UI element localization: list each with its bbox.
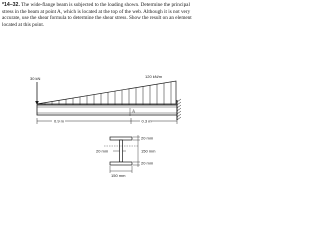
wide-flange-cross-section [104,137,138,165]
fixed-support [177,99,181,120]
distributed-load [37,81,176,105]
problem-number: *14–32. [2,2,20,8]
beam-figure [0,0,204,185]
distributed-load-label: 120 kN/m [145,74,163,79]
point-a-label: A [132,108,135,114]
web-thickness-label: 20 mm [96,148,109,154]
problem-text: The wide-flange beam is subjected to the loading shown. Determine the principal stress in the beam at point A, which is located at the top of the web. Although it is not very accurate, use the shear formula to determine the shear stress. Show the result on an element located at this point. [2,2,192,28]
point-load-arrow [35,82,39,105]
flange-bottom-label: 20 mm [141,160,154,166]
flange-width-label: 150 mm [111,173,126,178]
dimension-left-label: 0.9 m [54,118,65,124]
dimension-right-label: 0.3 m [141,118,152,124]
point-load-label: 30 kN [30,76,41,81]
flange-top-label: 20 mm [141,135,154,141]
beam [37,105,177,115]
web-height-label: 150 mm [141,148,156,154]
